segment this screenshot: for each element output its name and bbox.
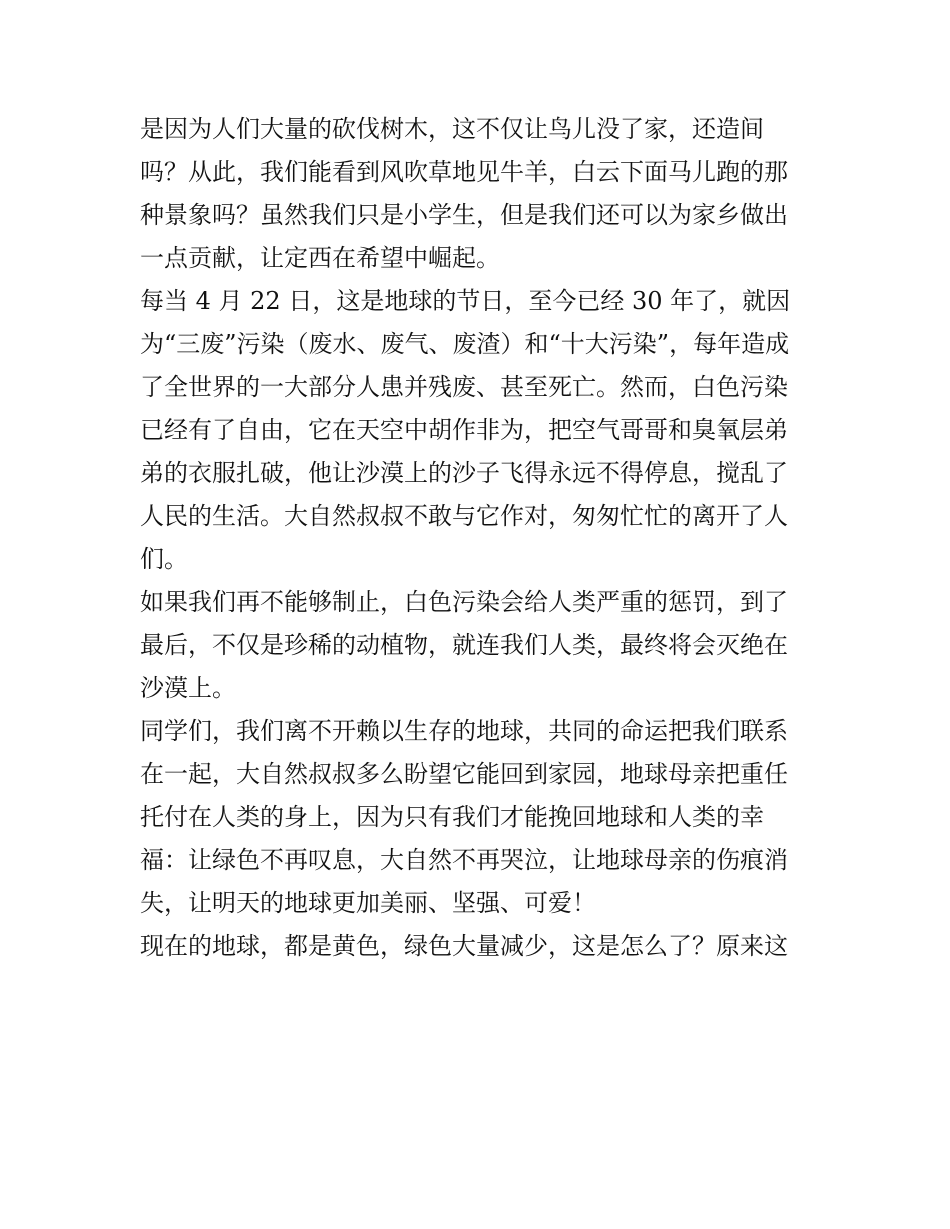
text-line: [140, 624, 812, 667]
paragraph: [140, 710, 812, 925]
text-line: [140, 581, 812, 624]
text-line: [140, 710, 812, 753]
text-line: [140, 495, 812, 538]
text-line: [140, 237, 812, 280]
text-line-content: 每当 4 月 22 日，这是地球的节日，至今已经 30 年了，就因: [140, 287, 791, 315]
paragraph: [140, 108, 812, 280]
text-line-content: 为“三废”污染（废水、废气、废渣）和“十大污染”，每年造成: [140, 330, 790, 358]
text-line-content: 们。: [140, 545, 188, 573]
text-line-content: 吗？从此，我们能看到风吹草地见牛羊，白云下面马儿跑的那: [140, 158, 788, 186]
text-line: [140, 796, 812, 839]
text-line: [140, 538, 812, 581]
text-line: [140, 452, 812, 495]
text-line-content: 弟的衣服扎破，他让沙漠上的沙子飞得永远不得停息，搅乱了: [140, 459, 788, 487]
text-line: [140, 839, 812, 882]
text-line-content: 托付在人类的身上，因为只有我们才能挽回地球和人类的幸: [140, 803, 764, 831]
text-line: [140, 882, 812, 925]
text-line-content: 一点贡献，让定西在希望中崛起。: [140, 244, 500, 272]
text-line: [140, 151, 812, 194]
text-line-content: 沙漠上。: [140, 674, 236, 702]
paragraph: [140, 925, 812, 968]
text-line-content: 已经有了自由，它在天空中胡作非为，把空气哥哥和臭氧层弟: [140, 416, 788, 444]
text-line-content: 人民的生活。大自然叔叔不敢与它作对，匆匆忙忙的离开了人: [140, 502, 788, 530]
text-line-content: 现在的地球，都是黄色，绿色大量减少，这是怎么了？原来这: [140, 932, 788, 960]
text-line-content: 在一起，大自然叔叔多么盼望它能回到家园，地球母亲把重任: [140, 760, 788, 788]
text-line: [140, 925, 812, 968]
text-line-content: 失，让明天的地球更加美丽、坚强、可爱！: [140, 889, 596, 917]
text-line-content: 福：让绿色不再叹息，大自然不再哭泣，让地球母亲的伤痕消: [140, 846, 788, 874]
text-line-content: 最后，不仅是珍稀的动植物，就连我们人类，最终将会灭绝在: [140, 631, 788, 659]
text-line: [140, 108, 812, 151]
text-line-content: 同学们，我们离不开赖以生存的地球，共同的命运把我们联系: [140, 717, 788, 745]
text-line: [140, 280, 812, 323]
text-line: [140, 667, 812, 710]
text-line: [140, 366, 812, 409]
text-line-content: 种景象吗？虽然我们只是小学生，但是我们还可以为家乡做出: [140, 201, 788, 229]
text-line: [140, 753, 812, 796]
body-text: [140, 108, 812, 968]
text-line: [140, 194, 812, 237]
text-line-content: 如果我们再不能够制止，白色污染会给人类严重的惩罚，到了: [140, 588, 788, 616]
text-line: [140, 323, 812, 366]
text-line-content: 了全世界的一大部分人患并残废、甚至死亡。然而，白色污染: [140, 373, 788, 401]
paragraph: [140, 581, 812, 710]
paragraph: [140, 280, 812, 581]
text-line: [140, 409, 812, 452]
text-line-content: 是因为人们大量的砍伐树木，这不仅让鸟儿没了家，还造间: [140, 115, 764, 143]
